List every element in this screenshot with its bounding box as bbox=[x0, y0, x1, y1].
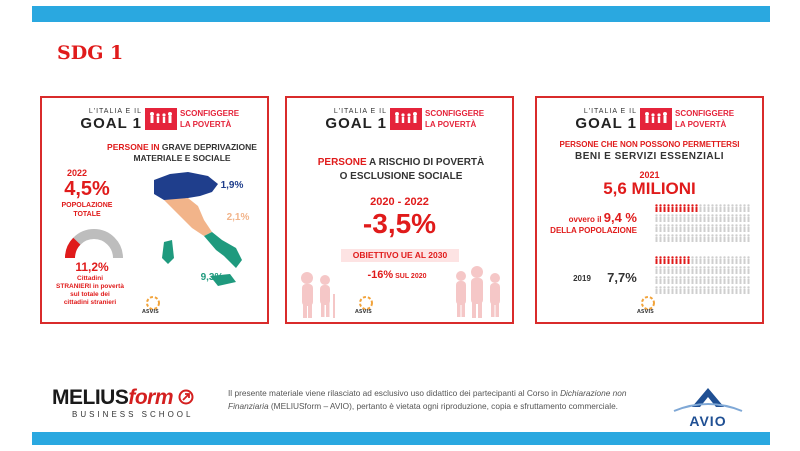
page-title: SDG 1 bbox=[57, 42, 124, 64]
person-icon bbox=[703, 256, 705, 264]
person-icon bbox=[707, 204, 709, 212]
person-icon bbox=[675, 234, 677, 242]
sdg1-icon bbox=[390, 108, 422, 130]
panel2-title-line2: O ESCLUSIONE SOCIALE bbox=[339, 171, 463, 182]
person-icon bbox=[679, 204, 681, 212]
person-icon bbox=[747, 266, 749, 274]
person-icon bbox=[667, 224, 669, 232]
panel1-value: 4,5% bbox=[64, 178, 110, 200]
panel2-period: 2020 - 2022 bbox=[370, 196, 429, 208]
person-icon bbox=[703, 276, 705, 284]
panel2-title-red: PERSONE bbox=[317, 157, 367, 168]
person-icon bbox=[711, 286, 713, 294]
panel-deprivation bbox=[40, 96, 269, 324]
person-icon bbox=[691, 256, 693, 264]
person-icon bbox=[667, 204, 669, 212]
header-right bbox=[675, 108, 734, 130]
logo-main-text: MELIUS bbox=[52, 386, 129, 409]
asvis-logo bbox=[633, 296, 663, 316]
person-icon bbox=[675, 286, 677, 294]
ovvero-label bbox=[537, 212, 637, 236]
person-icon bbox=[671, 266, 673, 274]
person-icon bbox=[687, 256, 689, 264]
person-icon bbox=[659, 234, 661, 242]
person-icon bbox=[739, 204, 741, 212]
person-icon bbox=[731, 256, 733, 264]
person-icon bbox=[691, 224, 693, 232]
person-icon bbox=[655, 204, 657, 212]
north-value: 1,9% bbox=[220, 180, 244, 191]
person-icon bbox=[723, 224, 725, 232]
person-icon bbox=[687, 204, 689, 212]
person-icon bbox=[659, 214, 661, 222]
person-icon bbox=[743, 256, 745, 264]
person-icon bbox=[655, 214, 657, 222]
person-icon bbox=[695, 286, 697, 294]
person-icon bbox=[699, 204, 701, 212]
panel2-title bbox=[291, 156, 511, 184]
person-icon bbox=[699, 214, 701, 222]
person-icon bbox=[743, 224, 745, 232]
person-icon bbox=[655, 224, 657, 232]
person-icon bbox=[703, 286, 705, 294]
person-icon bbox=[695, 204, 697, 212]
asvis-label: ASVIS bbox=[637, 309, 654, 315]
person-icon bbox=[683, 214, 685, 222]
person-icon bbox=[731, 234, 733, 242]
person-icon bbox=[743, 286, 745, 294]
center-value: 2,1% bbox=[226, 212, 250, 223]
person-icon bbox=[683, 266, 685, 274]
person-icon bbox=[679, 234, 681, 242]
person-icon bbox=[723, 286, 725, 294]
person-icon bbox=[667, 286, 669, 294]
person-icon bbox=[711, 266, 713, 274]
person-icon bbox=[723, 234, 725, 242]
person-icon bbox=[675, 204, 677, 212]
person-icon bbox=[703, 224, 705, 232]
person-icon bbox=[663, 266, 665, 274]
person-icon bbox=[735, 224, 737, 232]
person-icon bbox=[667, 234, 669, 242]
person-icon bbox=[723, 214, 725, 222]
person-icon bbox=[671, 214, 673, 222]
family-icon bbox=[145, 108, 177, 130]
target-value bbox=[327, 269, 467, 281]
person-icon bbox=[735, 266, 737, 274]
person-icon bbox=[747, 234, 749, 242]
person-icon bbox=[687, 266, 689, 274]
header-right-line1: SCONFIGGERE bbox=[425, 109, 485, 118]
panel1-year: 2022 bbox=[66, 168, 88, 178]
person-icon bbox=[675, 214, 677, 222]
person-icon bbox=[683, 204, 685, 212]
header-right-line2: LA POVERTÀ bbox=[180, 120, 232, 129]
person-icon bbox=[727, 256, 729, 264]
person-icon bbox=[683, 286, 685, 294]
person-icon bbox=[719, 266, 721, 274]
asvis-wheel-icon bbox=[641, 296, 655, 310]
person-icon bbox=[695, 214, 697, 222]
south-value: 9,3% bbox=[200, 272, 224, 283]
person-icon bbox=[703, 234, 705, 242]
person-icon bbox=[699, 256, 701, 264]
person-icon bbox=[695, 256, 697, 264]
header-small: L'ITALIA E IL bbox=[88, 108, 142, 115]
panel1-label1: POPOLAZIONE bbox=[61, 202, 113, 209]
asvis-logo bbox=[138, 296, 168, 316]
person-icon bbox=[683, 234, 685, 242]
target-badge bbox=[341, 249, 459, 262]
person-icon bbox=[719, 286, 721, 294]
person-icon bbox=[659, 204, 661, 212]
person-icon bbox=[719, 276, 721, 284]
asvis-logo bbox=[351, 296, 381, 316]
elderly-couple-icon bbox=[293, 268, 343, 320]
person-icon bbox=[739, 276, 741, 284]
target-value-number: -16% bbox=[367, 269, 394, 281]
top-accent-bar bbox=[32, 6, 770, 22]
ovvero-value: 9,4 % bbox=[603, 210, 637, 225]
person-icon bbox=[743, 234, 745, 242]
foreign-line4: cittadini stranieri bbox=[63, 299, 117, 306]
person-icon bbox=[655, 234, 657, 242]
person-icon bbox=[743, 204, 745, 212]
person-icon bbox=[723, 204, 725, 212]
person-icon bbox=[727, 234, 729, 242]
person-icon bbox=[711, 256, 713, 264]
person-icon bbox=[739, 266, 741, 274]
person-icon bbox=[671, 256, 673, 264]
map-sardinia bbox=[162, 240, 174, 264]
person-icon bbox=[711, 204, 713, 212]
foreign-line2: STRANIERI in povertà bbox=[56, 283, 124, 290]
panel2-title-rest: A RISCHIO DI POVERTÀ bbox=[366, 157, 485, 168]
person-icon bbox=[731, 276, 733, 284]
person-icon bbox=[663, 214, 665, 222]
person-icon bbox=[707, 234, 709, 242]
header-small: L'ITALIA E IL bbox=[333, 108, 387, 115]
person-icon bbox=[679, 276, 681, 284]
person-icon bbox=[659, 266, 661, 274]
panel3-year2: 2019 bbox=[573, 274, 591, 283]
person-icon bbox=[663, 276, 665, 284]
person-icon bbox=[683, 224, 685, 232]
panel-poverty-risk bbox=[285, 96, 514, 324]
person-icon bbox=[727, 214, 729, 222]
header-right-line1: SCONFIGGERE bbox=[180, 109, 240, 118]
panel1-label2: TOTALE bbox=[73, 211, 101, 218]
asvis-wheel-icon bbox=[359, 296, 373, 310]
person-icon bbox=[671, 234, 673, 242]
arrow-circle-icon bbox=[178, 389, 194, 405]
person-icon bbox=[699, 266, 701, 274]
avio-label: AVIO bbox=[689, 413, 727, 429]
person-icon bbox=[711, 276, 713, 284]
person-icon bbox=[731, 224, 733, 232]
person-icon bbox=[667, 214, 669, 222]
person-icon bbox=[675, 266, 677, 274]
panel1-title-line2: MATERIALE E SOCIALE bbox=[133, 153, 231, 163]
person-icon bbox=[655, 256, 657, 264]
foreign-line1: Cittadini bbox=[77, 275, 103, 282]
person-icon bbox=[727, 204, 729, 212]
person-icon bbox=[715, 234, 717, 242]
person-icon bbox=[695, 234, 697, 242]
person-icon bbox=[679, 286, 681, 294]
panel1-title-red: PERSONE IN bbox=[107, 142, 160, 152]
person-icon bbox=[735, 234, 737, 242]
person-icon bbox=[663, 256, 665, 264]
people-grid-2021 bbox=[655, 204, 751, 244]
person-icon bbox=[715, 276, 717, 284]
sdg1-icon bbox=[145, 108, 177, 130]
person-icon bbox=[719, 204, 721, 212]
person-icon bbox=[743, 214, 745, 222]
disclaimer-part1: Il presente materiale viene rilasciato ad esclusivo uso didattico dei partecipanti al Corso in bbox=[228, 388, 561, 398]
person-icon bbox=[731, 214, 733, 222]
panel3-value2: 7,7% bbox=[607, 270, 637, 285]
header-goal: GOAL 1 bbox=[575, 115, 637, 132]
person-icon bbox=[719, 224, 721, 232]
person-icon bbox=[743, 266, 745, 274]
family-group-icon bbox=[451, 262, 511, 320]
person-icon bbox=[663, 224, 665, 232]
person-icon bbox=[747, 256, 749, 264]
logo-wordmark bbox=[52, 386, 194, 410]
person-icon bbox=[671, 224, 673, 232]
person-icon bbox=[691, 234, 693, 242]
ovvero-prefix: ovvero il bbox=[568, 215, 604, 224]
person-icon bbox=[659, 224, 661, 232]
person-icon bbox=[739, 214, 741, 222]
panel2-value: -3,5% bbox=[362, 208, 437, 239]
person-icon bbox=[739, 224, 741, 232]
person-icon bbox=[691, 204, 693, 212]
disclaimer-italic: Dichiarazione non Finanziaria bbox=[228, 388, 627, 411]
logo-form-text: form bbox=[128, 386, 174, 409]
person-icon bbox=[691, 266, 693, 274]
person-icon bbox=[723, 276, 725, 284]
ovvero-line2: DELLA POPOLAZIONE bbox=[550, 226, 637, 235]
panel3-year: 2021 bbox=[639, 170, 660, 180]
person-icon bbox=[711, 224, 713, 232]
person-icon bbox=[735, 214, 737, 222]
map-north-region bbox=[154, 172, 218, 200]
person-icon bbox=[723, 266, 725, 274]
person-icon bbox=[699, 234, 701, 242]
person-icon bbox=[727, 266, 729, 274]
disclaimer-part2: (MELIUSform – AVIO), pertanto è vietata ogni riproduzione, copia e sfruttamento commerciale. bbox=[268, 401, 618, 411]
gauge-fill bbox=[70, 241, 77, 258]
person-icon bbox=[659, 256, 661, 264]
person-icon bbox=[667, 276, 669, 284]
family-icon bbox=[390, 108, 422, 130]
person-icon bbox=[719, 214, 721, 222]
person-icon bbox=[715, 286, 717, 294]
person-icon bbox=[695, 276, 697, 284]
person-icon bbox=[739, 256, 741, 264]
person-icon bbox=[691, 214, 693, 222]
person-icon bbox=[659, 286, 661, 294]
person-icon bbox=[687, 276, 689, 284]
panel-essential-goods bbox=[535, 96, 764, 324]
person-icon bbox=[691, 276, 693, 284]
person-icon bbox=[691, 286, 693, 294]
person-icon bbox=[655, 266, 657, 274]
person-icon bbox=[675, 276, 677, 284]
person-icon bbox=[711, 214, 713, 222]
person-icon bbox=[731, 204, 733, 212]
gauge-chart bbox=[64, 228, 124, 260]
person-icon bbox=[727, 276, 729, 284]
person-icon bbox=[723, 256, 725, 264]
person-icon bbox=[699, 224, 701, 232]
person-icon bbox=[683, 256, 685, 264]
person-icon bbox=[715, 224, 717, 232]
person-icon bbox=[715, 266, 717, 274]
header-right bbox=[180, 108, 239, 130]
person-icon bbox=[747, 286, 749, 294]
sdg1-icon bbox=[640, 108, 672, 130]
panel3-title-line1: PERSONE CHE NON POSSONO PERMETTERSI bbox=[559, 140, 740, 149]
panel1-title-rest: GRAVE DEPRIVAZIONE bbox=[159, 142, 257, 152]
person-icon bbox=[675, 224, 677, 232]
header-right-line1: SCONFIGGERE bbox=[675, 109, 735, 118]
person-icon bbox=[663, 286, 665, 294]
map-center-region bbox=[164, 198, 212, 236]
person-icon bbox=[735, 256, 737, 264]
person-icon bbox=[715, 214, 717, 222]
person-icon bbox=[747, 276, 749, 284]
person-icon bbox=[735, 204, 737, 212]
header-right-line2: LA POVERTÀ bbox=[425, 120, 477, 129]
person-icon bbox=[687, 224, 689, 232]
person-icon bbox=[695, 224, 697, 232]
person-icon bbox=[711, 234, 713, 242]
disclaimer-text bbox=[228, 387, 668, 413]
asvis-label: ASVIS bbox=[355, 309, 372, 315]
people-grid-2019 bbox=[655, 256, 751, 296]
person-icon bbox=[687, 286, 689, 294]
person-icon bbox=[707, 286, 709, 294]
person-icon bbox=[699, 286, 701, 294]
panel-header-left bbox=[307, 108, 387, 132]
person-icon bbox=[715, 204, 717, 212]
person-icon bbox=[707, 266, 709, 274]
person-icon bbox=[679, 256, 681, 264]
header-goal: GOAL 1 bbox=[80, 115, 142, 132]
person-icon bbox=[703, 204, 705, 212]
asvis-label: ASVIS bbox=[142, 309, 159, 315]
panel3-title-line2: BENI E SERVIZI ESSENZIALI bbox=[574, 151, 724, 162]
panel1-label bbox=[42, 201, 132, 219]
person-icon bbox=[735, 286, 737, 294]
person-icon bbox=[707, 214, 709, 222]
person-icon bbox=[663, 204, 665, 212]
meliusform-logo bbox=[52, 386, 194, 419]
person-icon bbox=[719, 256, 721, 264]
person-icon bbox=[679, 266, 681, 274]
person-icon bbox=[747, 214, 749, 222]
person-icon bbox=[699, 276, 701, 284]
panel-header-left bbox=[557, 108, 637, 132]
header-goal: GOAL 1 bbox=[325, 115, 387, 132]
person-icon bbox=[735, 276, 737, 284]
map-south-region bbox=[204, 232, 242, 268]
person-icon bbox=[671, 204, 673, 212]
person-icon bbox=[679, 214, 681, 222]
panel1-title bbox=[98, 142, 266, 164]
person-icon bbox=[687, 234, 689, 242]
foreign-label bbox=[42, 275, 138, 307]
person-icon bbox=[747, 204, 749, 212]
person-icon bbox=[683, 276, 685, 284]
person-icon bbox=[695, 266, 697, 274]
person-icon bbox=[747, 224, 749, 232]
target-suffix: SUL 2020 bbox=[393, 273, 427, 280]
header-small: L'ITALIA E IL bbox=[583, 108, 637, 115]
person-icon bbox=[655, 286, 657, 294]
person-icon bbox=[667, 256, 669, 264]
panel-header-left bbox=[62, 108, 142, 132]
person-icon bbox=[703, 266, 705, 274]
target-label: OBIETTIVO UE AL 2030 bbox=[352, 250, 448, 260]
person-icon bbox=[679, 224, 681, 232]
person-icon bbox=[715, 256, 717, 264]
person-icon bbox=[727, 286, 729, 294]
person-icon bbox=[663, 234, 665, 242]
person-icon bbox=[667, 266, 669, 274]
panel3-value: 5,6 MILIONI bbox=[603, 179, 696, 198]
person-icon bbox=[719, 234, 721, 242]
asvis-wheel-icon bbox=[146, 296, 160, 310]
person-icon bbox=[739, 286, 741, 294]
person-icon bbox=[659, 276, 661, 284]
person-icon bbox=[671, 276, 673, 284]
person-icon bbox=[703, 214, 705, 222]
person-icon bbox=[727, 224, 729, 232]
gauge-value: 11,2% bbox=[75, 260, 109, 274]
person-icon bbox=[731, 266, 733, 274]
person-icon bbox=[707, 256, 709, 264]
person-icon bbox=[671, 286, 673, 294]
header-right-line2: LA POVERTÀ bbox=[675, 120, 727, 129]
person-icon bbox=[707, 276, 709, 284]
person-icon bbox=[655, 276, 657, 284]
person-icon bbox=[739, 234, 741, 242]
header-right bbox=[425, 108, 484, 130]
logo-subtitle: BUSINESS SCHOOL bbox=[72, 410, 194, 419]
foreign-line3: sul totale dei bbox=[70, 291, 110, 298]
person-icon bbox=[731, 286, 733, 294]
person-icon bbox=[675, 256, 677, 264]
person-icon bbox=[707, 224, 709, 232]
person-icon bbox=[687, 214, 689, 222]
bottom-accent-bar bbox=[32, 432, 770, 445]
person-icon bbox=[743, 276, 745, 284]
family-icon bbox=[640, 108, 672, 130]
avio-logo bbox=[668, 385, 748, 430]
